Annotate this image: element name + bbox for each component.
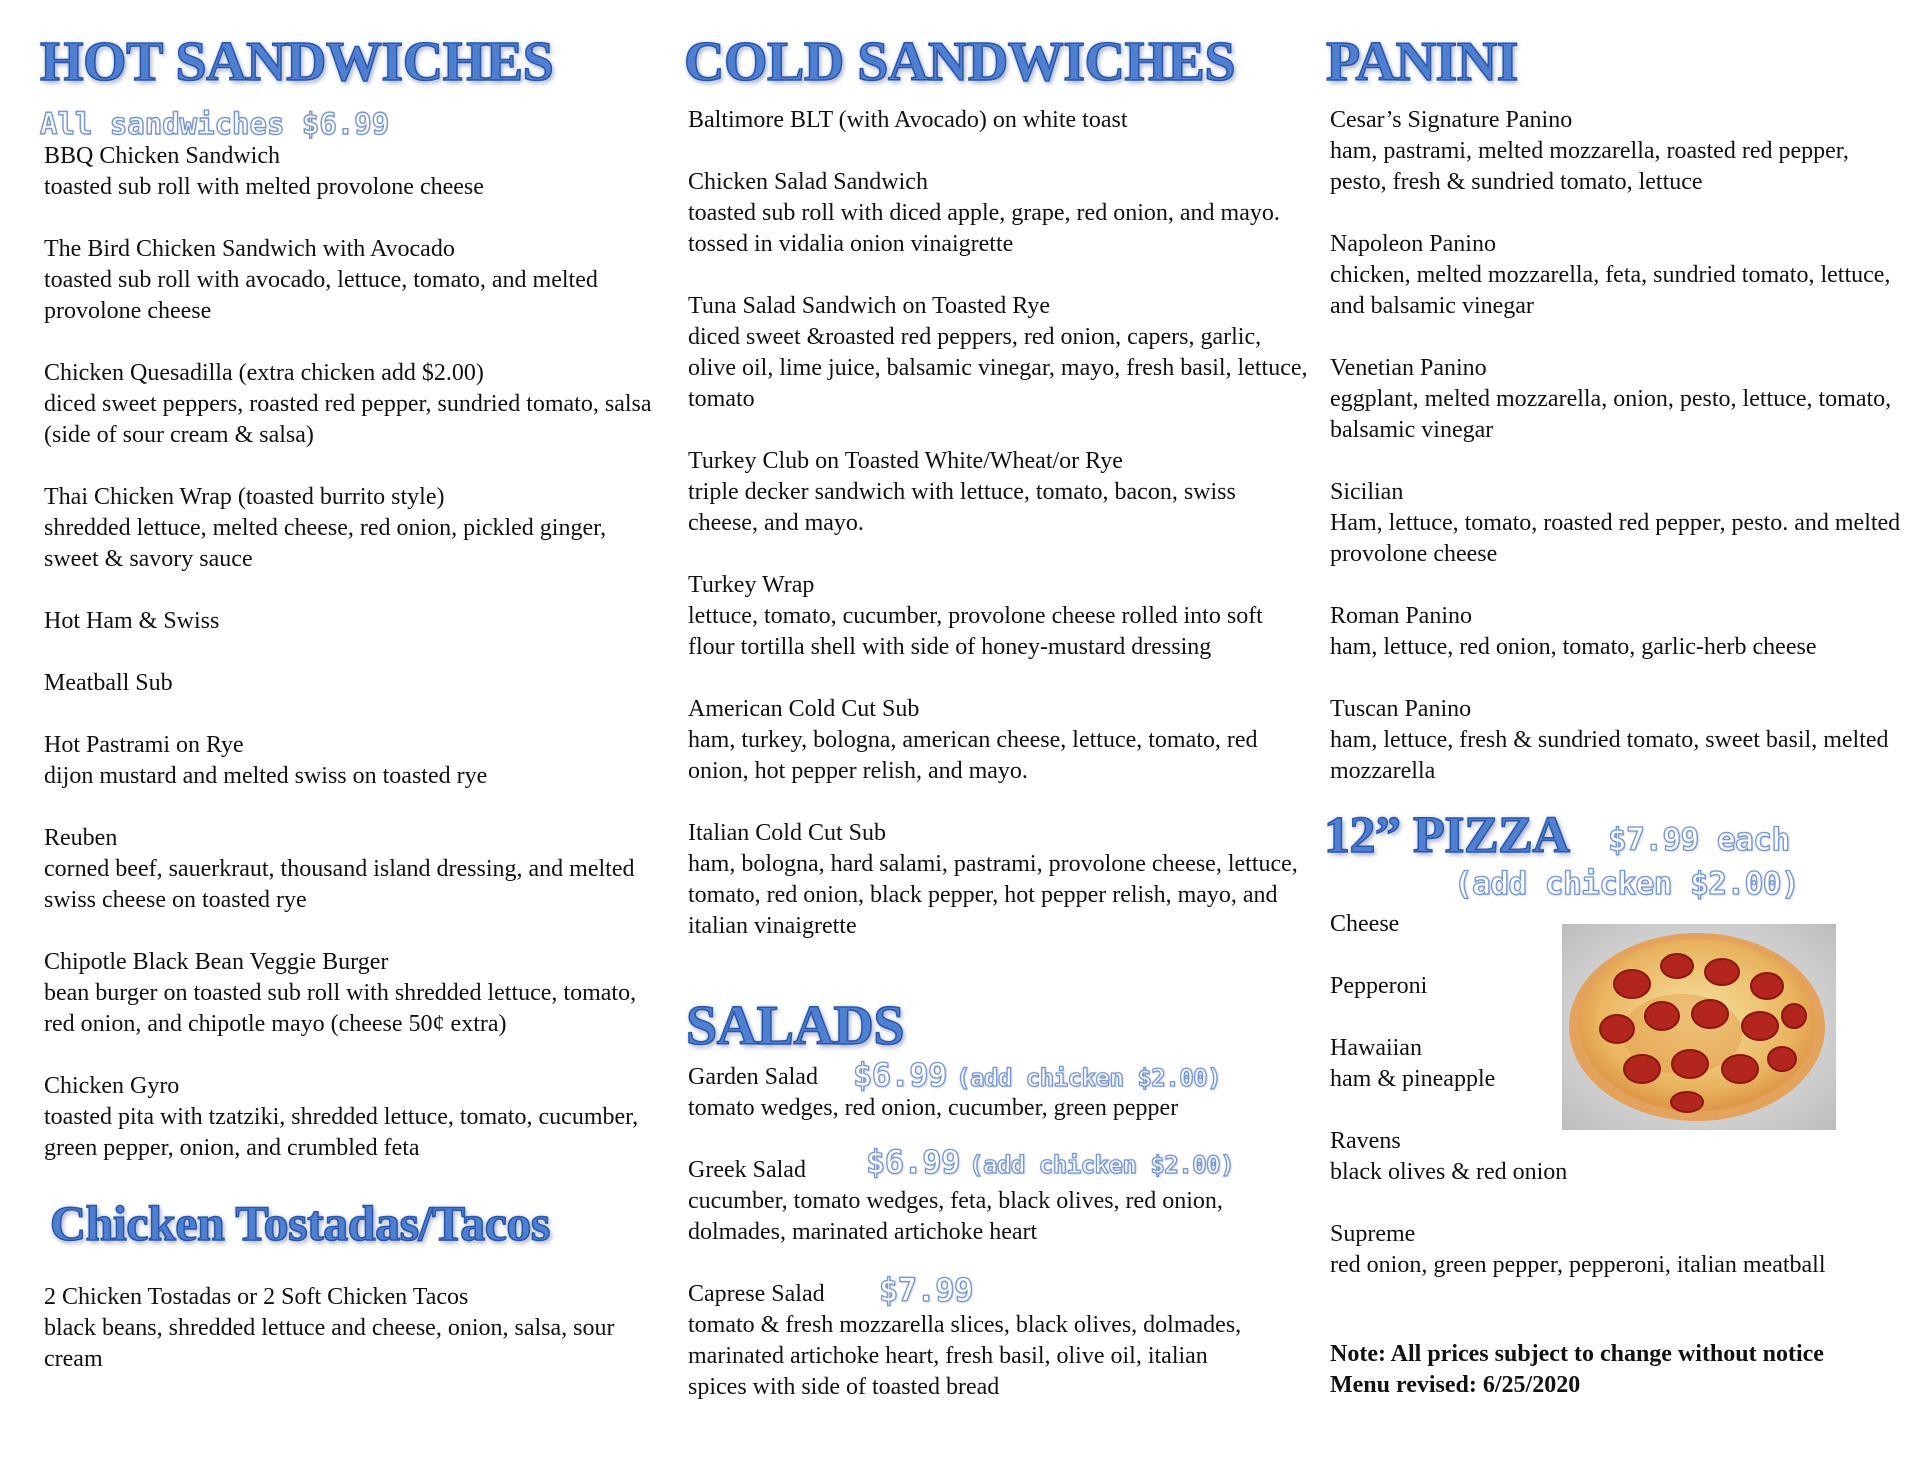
hot-sandwich-item-desc: corned beef, sauerkraut, thousand island dressing, and melted swiss cheese on toasted rye bbox=[44, 856, 635, 913]
pizza-item-desc: red onion, green pepper, pepperoni, italian meatball bbox=[1330, 1252, 1826, 1278]
cold-sandwich-item-name: American Cold Cut Sub bbox=[688, 696, 920, 722]
hot-sandwich-item-name: Reuben bbox=[44, 825, 118, 851]
price-change-note: Note: All prices subject to change without notice bbox=[1330, 1341, 1824, 1367]
caprese-salad-desc: tomato & fresh mozzarella slices, black olives, dolmades, marinated artichoke heart, fresh basil, olive oil, italian spices with side of toasted bread bbox=[688, 1312, 1242, 1400]
caprese-salad-price: $7.99 bbox=[879, 1271, 973, 1309]
hot-sandwich-item-name: The Bird Chicken Sandwich with Avocado bbox=[44, 236, 455, 262]
panino-item-name: Roman Panino bbox=[1330, 603, 1472, 629]
hot-sandwich-item-desc: bean burger on toasted sub roll with shredded lettuce, tomato, red onion, and chipotle mayo (cheese 50¢ extra) bbox=[44, 980, 637, 1037]
hot-sandwich-item bbox=[44, 606, 654, 637]
cold-sandwich-item bbox=[688, 291, 1308, 415]
pizza-item-name: Cheese bbox=[1330, 911, 1400, 937]
hot-sandwich-item bbox=[44, 823, 654, 916]
hot-sandwich-item bbox=[44, 1071, 654, 1164]
hot-sandwiches-heading: HOT SANDWICHES bbox=[40, 31, 554, 93]
tostada-item-name: 2 Chicken Tostadas or 2 Soft Chicken Tacos bbox=[44, 1284, 469, 1310]
hot-sandwich-item bbox=[44, 947, 654, 1040]
cold-sandwich-item-name: Baltimore BLT (with Avocado) on white toast bbox=[688, 107, 1128, 133]
cold-sandwich-item-name: Turkey Club on Toasted White/Wheat/or Rye bbox=[688, 448, 1123, 474]
cold-sandwich-item-name: Turkey Wrap bbox=[688, 572, 815, 598]
hot-sandwich-item bbox=[44, 234, 654, 327]
hot-sandwich-item bbox=[44, 730, 654, 792]
panino-item-desc: Ham, lettuce, tomato, roasted red pepper, pesto. and melted provolone cheese bbox=[1330, 510, 1901, 567]
panino-item-desc: ham, lettuce, red onion, tomato, garlic-herb cheese bbox=[1330, 634, 1817, 660]
greek-salad-price: $6.99 bbox=[866, 1143, 960, 1181]
tostada-item-desc: black beans, shredded lettuce and cheese, onion, salsa, sour cream bbox=[44, 1315, 615, 1372]
panino-item-name: Cesar’s Signature Panino bbox=[1330, 107, 1573, 133]
cold-sandwich-item bbox=[688, 105, 1308, 136]
pizza-item-name: Supreme bbox=[1330, 1221, 1416, 1247]
panino-item-desc: chicken, melted mozzarella, feta, sundried tomato, lettuce, and balsamic vinegar bbox=[1330, 262, 1891, 319]
greek-salad-desc: cucumber, tomato wedges, feta, black olives, red onion, dolmades, marinated artichoke heart bbox=[688, 1188, 1223, 1245]
panino-item-name: Napoleon Panino bbox=[1330, 231, 1496, 257]
hot-sandwiches-price-note: All sandwiches $6.99 bbox=[40, 107, 390, 141]
hot-sandwich-item-desc: shredded lettuce, melted cheese, red onion, pickled ginger, sweet & savory sauce bbox=[44, 515, 607, 572]
hot-sandwiches-list bbox=[44, 141, 654, 1195]
tostadas-list bbox=[44, 1282, 654, 1406]
cold-sandwich-item bbox=[688, 570, 1308, 663]
garden-salad-desc: tomato wedges, red onion, cucumber, green pepper bbox=[688, 1095, 1179, 1121]
panino-item-desc: ham, lettuce, fresh & sundried tomato, sweet basil, melted mozzarella bbox=[1330, 727, 1889, 784]
cold-sandwich-item-name: Tuna Salad Sandwich on Toasted Rye bbox=[688, 293, 1051, 319]
salads-heading: SALADS bbox=[686, 995, 904, 1057]
hot-sandwich-item-name: BBQ Chicken Sandwich bbox=[44, 143, 280, 169]
cold-sandwich-item-desc: lettuce, tomato, cucumber, provolone cheese rolled into soft flour tortilla shell with side of honey-mustard dressing bbox=[688, 603, 1263, 660]
panino-item bbox=[1330, 105, 1910, 198]
hot-sandwich-item-name: Thai Chicken Wrap (toasted burrito style) bbox=[44, 484, 445, 510]
hot-sandwich-item-desc: toasted sub roll with avocado, lettuce, tomato, and melted provolone cheese bbox=[44, 267, 598, 324]
pizza-addon: (add chicken $2.00) bbox=[1454, 866, 1800, 902]
tostadas-heading: Chicken Tostadas/Tacos bbox=[50, 1195, 550, 1251]
pizza-item-name: Pepperoni bbox=[1330, 973, 1428, 999]
cold-sandwich-item-desc: toasted sub roll with diced apple, grape, red onion, and mayo. tossed in vidalia onion vinaigrette bbox=[688, 200, 1280, 257]
panino-item-name: Sicilian bbox=[1330, 479, 1404, 505]
panino-item bbox=[1330, 353, 1910, 446]
footer-note bbox=[1330, 1339, 1920, 1401]
cold-sandwich-item bbox=[688, 818, 1308, 942]
hot-sandwich-item-name: Meatball Sub bbox=[44, 670, 173, 696]
panini-heading: PANINI bbox=[1326, 31, 1518, 93]
caprese-salad-name: Caprese Salad bbox=[688, 1281, 825, 1307]
cold-sandwich-item-desc: ham, bologna, hard salami, pastrami, provolone cheese, lettuce, tomato, red onion, black pepper, hot pepper relish, mayo, and italian vinaigrette bbox=[688, 851, 1298, 939]
hot-sandwich-item bbox=[44, 668, 654, 699]
panino-item-desc: ham, pastrami, melted mozzarella, roasted red pepper, pesto, fresh & sundried tomato, lettuce bbox=[1330, 138, 1849, 195]
hot-sandwich-item-desc: dijon mustard and melted swiss on toasted rye bbox=[44, 763, 488, 789]
greek-salad-name: Greek Salad bbox=[688, 1157, 806, 1183]
panini-list bbox=[1330, 105, 1910, 818]
hot-sandwich-item bbox=[44, 141, 654, 203]
cold-sandwiches-heading: COLD SANDWICHES bbox=[684, 31, 1236, 93]
hot-sandwich-item-name: Chipotle Black Bean Veggie Burger bbox=[44, 949, 389, 975]
hot-sandwich-item-name: Chicken Gyro bbox=[44, 1073, 180, 1099]
panino-item-desc: eggplant, melted mozzarella, onion, pesto, lettuce, tomato, balsamic vinegar bbox=[1330, 386, 1892, 443]
hot-sandwich-item-desc: diced sweet peppers, roasted red pepper, sundried tomato, salsa (side of sour cream & salsa) bbox=[44, 391, 652, 448]
cold-sandwich-item bbox=[688, 167, 1308, 260]
pepperoni-pizza-photo bbox=[1562, 924, 1836, 1130]
pizza-item bbox=[1330, 1126, 1910, 1188]
hot-sandwich-item-name: Hot Pastrami on Rye bbox=[44, 732, 244, 758]
cold-sandwich-item-desc: diced sweet &roasted red peppers, red onion, capers, garlic, olive oil, lime juice, balsamic vinegar, mayo, fresh basil, lettuce, tomato bbox=[688, 324, 1308, 412]
hot-sandwich-item bbox=[44, 358, 654, 451]
cold-sandwich-item-desc: triple decker sandwich with lettuce, tomato, bacon, swiss cheese, and mayo. bbox=[688, 479, 1236, 536]
panino-item bbox=[1330, 229, 1910, 322]
pizza-item-name: Hawaiian bbox=[1330, 1035, 1422, 1061]
pizza-item bbox=[1330, 1219, 1910, 1281]
pizza-price: $7.99 each bbox=[1608, 822, 1790, 858]
panino-item-name: Venetian Panino bbox=[1330, 355, 1487, 381]
hot-sandwich-item-name: Hot Ham & Swiss bbox=[44, 608, 220, 634]
panino-item bbox=[1330, 694, 1910, 787]
cold-sandwich-item-desc: ham, turkey, bologna, american cheese, lettuce, tomato, red onion, hot pepper relish, and mayo. bbox=[688, 727, 1258, 784]
cold-sandwich-item-name: Italian Cold Cut Sub bbox=[688, 820, 886, 846]
panino-item bbox=[1330, 601, 1910, 663]
cold-sandwich-item bbox=[688, 694, 1308, 787]
hot-sandwich-item-name: Chicken Quesadilla (extra chicken add $2.00) bbox=[44, 360, 484, 386]
menu-revised-date: Menu revised: 6/25/2020 bbox=[1330, 1372, 1581, 1398]
hot-sandwich-item bbox=[44, 482, 654, 575]
pizza-item-name: Ravens bbox=[1330, 1128, 1401, 1154]
garden-salad-addon: (add chicken $2.00) bbox=[956, 1064, 1222, 1092]
garden-salad-name: Garden Salad bbox=[688, 1064, 818, 1090]
greek-salad-addon: (add chicken $2.00) bbox=[969, 1151, 1235, 1179]
cold-sandwiches-list bbox=[688, 105, 1308, 973]
panino-item bbox=[1330, 477, 1910, 570]
pizza-heading: 12” PIZZA bbox=[1324, 807, 1570, 864]
cold-sandwich-item-name: Chicken Salad Sandwich bbox=[688, 169, 928, 195]
pizza-item-desc: ham & pineapple bbox=[1330, 1066, 1496, 1092]
hot-sandwich-item-desc: toasted pita with tzatziki, shredded lettuce, tomato, cucumber, green pepper, onion, and crumbled feta bbox=[44, 1104, 639, 1161]
panino-item-name: Tuscan Panino bbox=[1330, 696, 1472, 722]
cold-sandwich-item bbox=[688, 446, 1308, 539]
tostada-item bbox=[44, 1282, 654, 1375]
pizza-item-desc: black olives & red onion bbox=[1330, 1159, 1568, 1185]
garden-salad-price: $6.99 bbox=[853, 1056, 947, 1094]
hot-sandwich-item-desc: toasted sub roll with melted provolone cheese bbox=[44, 174, 484, 200]
